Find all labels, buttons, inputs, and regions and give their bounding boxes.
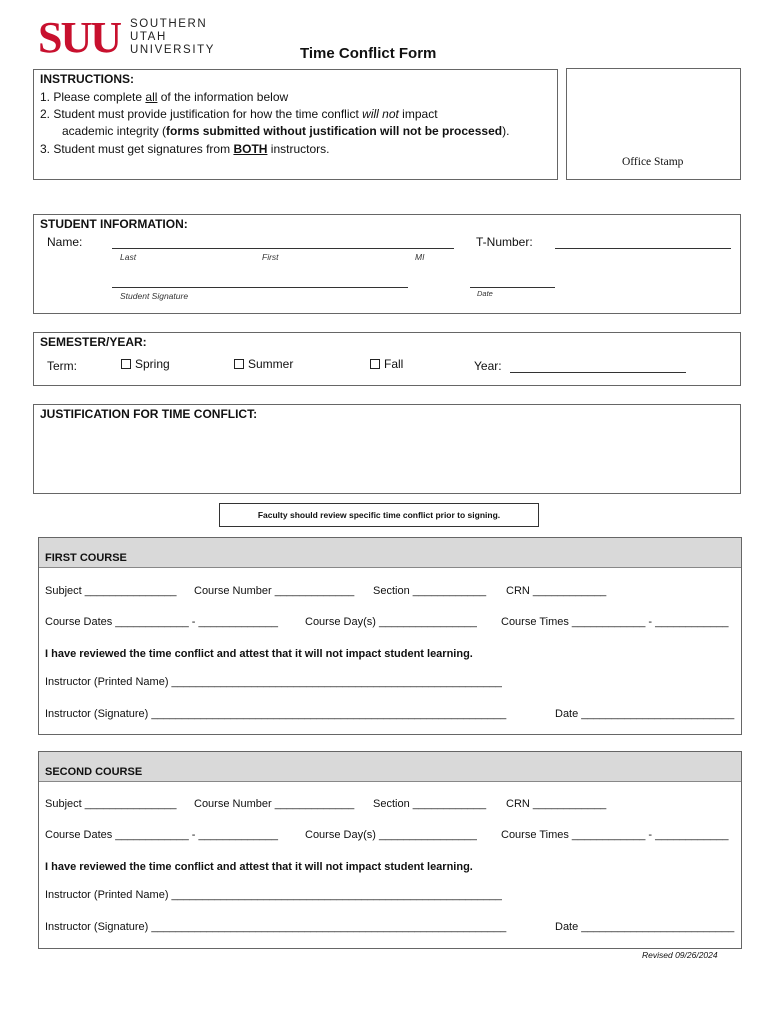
fall-option[interactable]: [370, 356, 403, 373]
first-subject-field[interactable]: Subject _______________: [45, 585, 177, 597]
second-course-times-field[interactable]: Course Times ____________ - ____________: [501, 829, 729, 841]
name-label: Name:: [47, 235, 83, 249]
second-section-field[interactable]: Section ____________: [373, 798, 487, 810]
term-label: Term:: [47, 359, 77, 373]
year-field[interactable]: [510, 372, 686, 373]
instruction-3-text-end: instructors.: [267, 142, 330, 156]
second-course-number-field[interactable]: Course Number _____________: [194, 798, 355, 810]
justification-heading: JUSTIFICATION FOR TIME CONFLICT:: [40, 407, 258, 421]
second-crn-field[interactable]: CRN ____________: [506, 798, 607, 810]
first-course-number-field[interactable]: Course Number _____________: [194, 585, 355, 597]
first-course-header: [39, 538, 741, 568]
first-attest-statement: I have reviewed the time conflict and attest that it will not impact student learning.: [45, 648, 473, 660]
name-field[interactable]: [112, 248, 454, 249]
second-instructor-signature-field[interactable]: Instructor (Signature) __________________________________________________________: [45, 921, 507, 933]
first-crn-field[interactable]: CRN ____________: [506, 585, 607, 597]
student-date-field[interactable]: [470, 287, 555, 288]
instruction-1-text: 1. Please complete: [40, 90, 146, 104]
instruction-2-text-end: impact: [398, 107, 438, 121]
first-name-caption: First: [262, 252, 279, 262]
fall-label: Fall: [384, 357, 404, 371]
student-signature-field[interactable]: [112, 287, 408, 288]
fall-checkbox[interactable]: [370, 359, 380, 369]
second-subject-field[interactable]: Subject _______________: [45, 798, 177, 810]
first-instructor-signature-field[interactable]: Instructor (Signature) __________________________________________________________: [45, 708, 507, 720]
first-course-times-field[interactable]: Course Times ____________ - ____________: [501, 616, 729, 628]
logo-line-3: UNIVERSITY: [130, 44, 216, 56]
first-course-dates-field[interactable]: Course Dates ____________ - _____________: [45, 616, 279, 628]
year-label: Year:: [474, 359, 502, 373]
spring-checkbox[interactable]: [121, 359, 131, 369]
instruction-2-cont: [62, 123, 509, 140]
office-stamp-label: Office Stamp: [622, 156, 684, 168]
form-title: Time Conflict Form: [300, 45, 437, 62]
first-date-field[interactable]: Date _________________________: [555, 708, 735, 720]
tnumber-label: T-Number:: [476, 235, 533, 249]
instruction-3: [40, 141, 329, 158]
tnumber-field[interactable]: [555, 248, 731, 249]
suu-logo-mark: SUU: [38, 13, 121, 62]
instruction-2d-text: ).: [502, 124, 510, 138]
second-course-header: [39, 752, 741, 782]
instruction-2-bold: forms submitted without justification will not be processed: [166, 124, 503, 138]
instruction-2c-text: academic integrity (: [62, 124, 167, 138]
instructions-heading: INSTRUCTIONS:: [40, 72, 134, 86]
instruction-1-underline: all: [145, 90, 158, 104]
summer-option[interactable]: [234, 356, 293, 373]
second-course-days-field[interactable]: Course Day(s) ________________: [305, 829, 477, 841]
faculty-note: Faculty should review specific time conflict prior to signing.: [257, 510, 501, 520]
student-date-caption: Date: [477, 289, 493, 298]
student-info-heading: STUDENT INFORMATION:: [40, 217, 188, 231]
first-instructor-printed-field[interactable]: Instructor (Printed Name) ______________________________________________________: [45, 676, 502, 688]
instruction-1-text-end: of the information below: [157, 90, 289, 104]
last-name-caption: Last: [120, 252, 137, 262]
summer-label: Summer: [248, 357, 294, 371]
revised-date: Revised 09/26/2024: [642, 950, 718, 960]
instruction-2-text: 2. Student must provide justification for how the time conflict: [40, 107, 363, 121]
instruction-2: [40, 106, 438, 123]
mi-caption: MI: [415, 252, 425, 262]
spring-option[interactable]: [121, 356, 170, 373]
semester-heading: SEMESTER/YEAR:: [40, 335, 147, 349]
first-section-field[interactable]: Section ____________: [373, 585, 487, 597]
instruction-3-bold: BOTH: [233, 142, 268, 156]
first-course-heading: FIRST COURSE: [45, 552, 127, 564]
instruction-3-text: 3. Student must get signatures from: [40, 142, 234, 156]
second-course-heading: SECOND COURSE: [45, 766, 143, 778]
second-attest-statement: I have reviewed the time conflict and attest that it will not impact student learning.: [45, 861, 473, 873]
instruction-1: [40, 89, 288, 106]
university-name: [130, 18, 215, 57]
logo-line-2: UTAH: [130, 31, 167, 43]
logo-line-1: SOUTHERN: [130, 18, 208, 30]
summer-checkbox[interactable]: [234, 359, 244, 369]
second-date-field[interactable]: Date _________________________: [555, 921, 735, 933]
second-course-dates-field[interactable]: Course Dates ____________ - _____________: [45, 829, 279, 841]
instruction-2-italic: will not: [362, 107, 399, 121]
student-signature-caption: Student Signature: [120, 291, 189, 301]
second-instructor-printed-field[interactable]: Instructor (Printed Name) ______________________________________________________: [45, 889, 502, 901]
first-course-days-field[interactable]: Course Day(s) ________________: [305, 616, 477, 628]
spring-label: Spring: [135, 357, 170, 371]
